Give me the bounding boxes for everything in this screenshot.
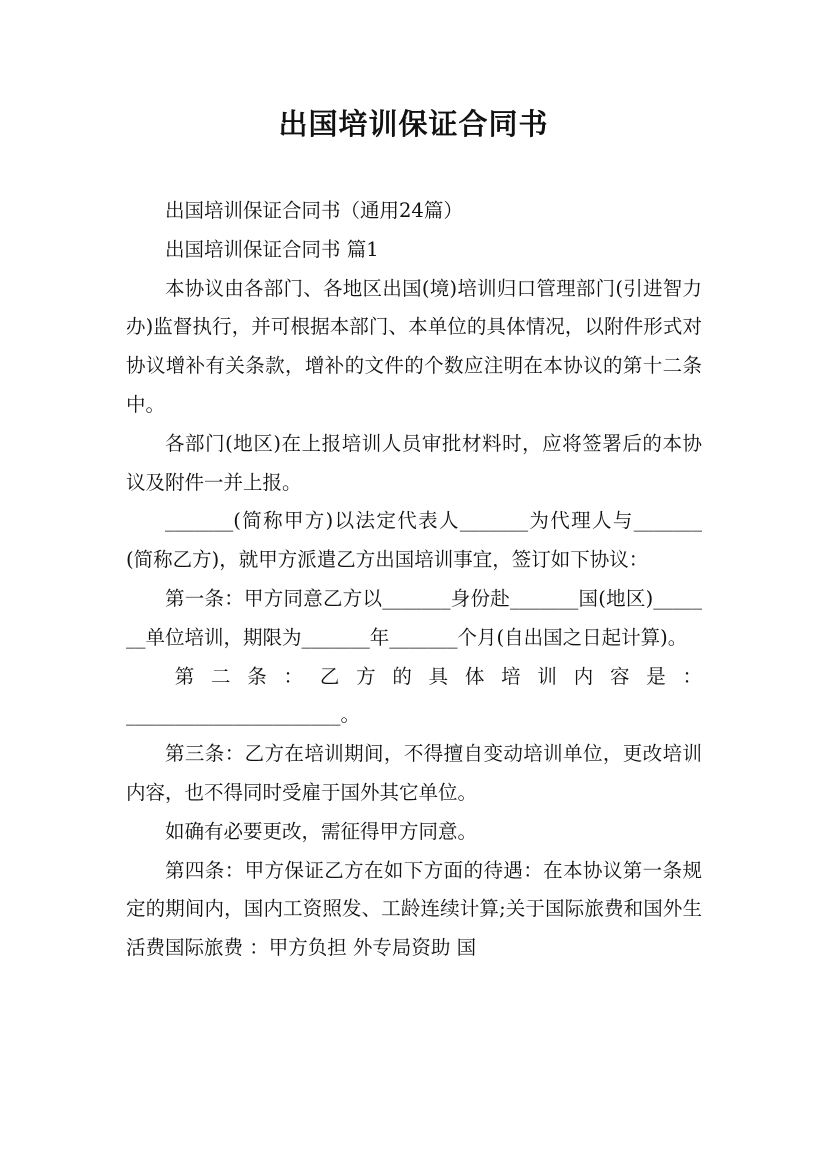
paragraph-intro: 本协议由各部门、各地区出国(境)培训归口管理部门(引进智力办)监督执行，并可根据本部门、本单位的具体情况，以附件形式对协议增补有关条款，增补的文件的个数应注明在本协议的第十二条中。 (126, 276, 702, 416)
paragraph-section-heading: 出国培训保证合同书 篇1 (165, 237, 379, 261)
paragraph-submission: 各部门(地区)在上报培训人员审批材料时，应将签署后的本协议及附件一并上报。 (126, 431, 702, 494)
paragraph-article-2-blank: ______________________。 (126, 703, 361, 727)
paragraph-article-4: 第四条：甲方保证乙方在如下方面的待遇：在本协议第一条规定的期间内，国内工资照发、工龄连续计算;关于国际旅费和国外生活费国际旅费 ：甲方负担 外专局资助 国 (126, 858, 702, 960)
paragraph-article-1: 第一条：甲方同意乙方以_______身份赴_______国(地区)_______单位培训，期限为_______年_______个月(自出国之日起计算)。 (126, 586, 702, 649)
paragraph-subtitle: 出国培训保证合同书（通用24篇） (165, 199, 463, 222)
paragraph-article-3-note: 如确有必要更改，需征得甲方同意。 (165, 819, 478, 843)
paragraph-parties: _______(简称甲方)以法定代表人_______为代理人与_______(简称乙方)，就甲方派遣乙方出国培训事宜，签订如下协议： (126, 509, 702, 572)
paragraph-article-2: 第 二 条 ： 乙 方 的 具 体 培 训 内 容 是 ： (174, 664, 702, 688)
document-title: 出国培训保证合同书 (278, 107, 549, 141)
paragraph-article-3: 第三条：乙方在培训期间，不得擅自变动培训单位，更改培训内容，也不得同时受雇于国外其它单位。 (126, 742, 702, 804)
document-body (126, 192, 702, 968)
